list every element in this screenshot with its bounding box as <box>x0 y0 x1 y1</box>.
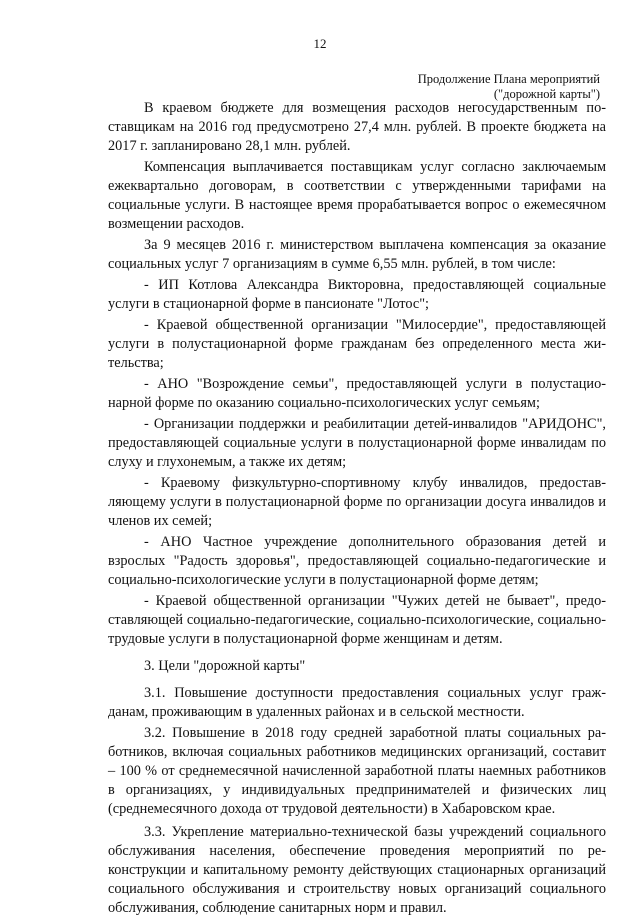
continuation-header <box>418 72 600 102</box>
list-item-org: - Краевой общественной организации "Чужих детей не бывает", предоставляющей социально-педагогические, социально-психологические, социально-трудовые услуги в полустационарной форме женщинам и детям. <box>108 593 606 647</box>
list-item-org: - АНО Частное учреждение дополнительного образования детей и взрослых "Радость здоровья", предоставляющей социально-педагогические и социально-психологические услуги в полустационарной форме детям; <box>108 534 606 588</box>
paragraph-nine-months: За 9 месяцев 2016 г. министерством выплачена компенсация за оказание социальных услуг 7 организациям в сумме 6,55 млн. рублей, в том числе: <box>108 237 606 272</box>
list-item-org: - ИП Котлова Александра Викторовна, предоставляющей социальные услуги в стационарной форме в пансионате "Лотос"; <box>108 277 606 312</box>
list-item-org: - Краевой общественной организации "Милосердие", предоставляющей услуги в полустационарной форме гражданам без определенного места жительства; <box>108 317 606 371</box>
section-heading: 3. Цели "дорожной карты" <box>144 658 306 674</box>
list-item-org: - АНО "Возрождение семьи", предоставляющей услуги в полустационарной форме по оказанию социально-психологических услуг семьям; <box>108 376 606 411</box>
goal-item: 3.3. Укрепление материально-технической базы учреждений социального обслуживания населения, обеспечение проведения мероприятий по реконструкции и капитальному ремонту действующих стационарных организаций социального обслуживания и строительству новых организаций социального обслуживания, соблюдение санитарных норм и правил. <box>108 824 606 916</box>
goal-item: 3.2. Повышение в 2018 году средней заработной платы социальных работников, включая социальных работников медицинских организаций, составит – 100 % от среднемесячной начисленной заработной платы наемных работников в организациях, у индивидуальных предпринимателей и физических лиц (среднемесячного дохода от трудовой деятельности) в Хабаровском крае. <box>108 725 606 817</box>
list-item-org: - Краевому физкультурно-спортивному клубу инвалидов, предоставляющему услуги в полустационарной форме по организации досуга инвалидов и членов их семей; <box>108 475 606 529</box>
body-text <box>108 99 606 920</box>
list-item-org: - Организации поддержки и реабилитации детей-инвалидов "АРИДОНС", предоставляющей социальные услуги в полустационарной форме инвалидам по слуху и глухонемым, а также их детям; <box>108 416 606 470</box>
goal-item: 3.1. Повышение доступности предоставления социальных услуг гражданам, проживающим в удаленных районах и в сельской местности. <box>108 685 606 720</box>
continuation-subtitle: ("дорожной карты") <box>493 87 600 101</box>
paragraph-budget: В краевом бюджете для возмещения расходов негосударственным поставщикам на 2016 год предусмотрено 27,4 млн. рублей. В проекте бюджета на 2017 г. запланировано 28,1 млн. рублей. <box>108 100 606 154</box>
paragraph-compensation: Компенсация выплачивается поставщикам услуг согласно заключаемым ежеквартально договорам, в соответствии с утвержденными тарифами на социальные услуги. В настоящее время прорабатывается вопрос о ежемесячном возмещении расходов. <box>108 159 606 232</box>
continuation-title: Продолжение Плана мероприятий <box>417 72 600 86</box>
page-number: 12 <box>313 36 327 51</box>
